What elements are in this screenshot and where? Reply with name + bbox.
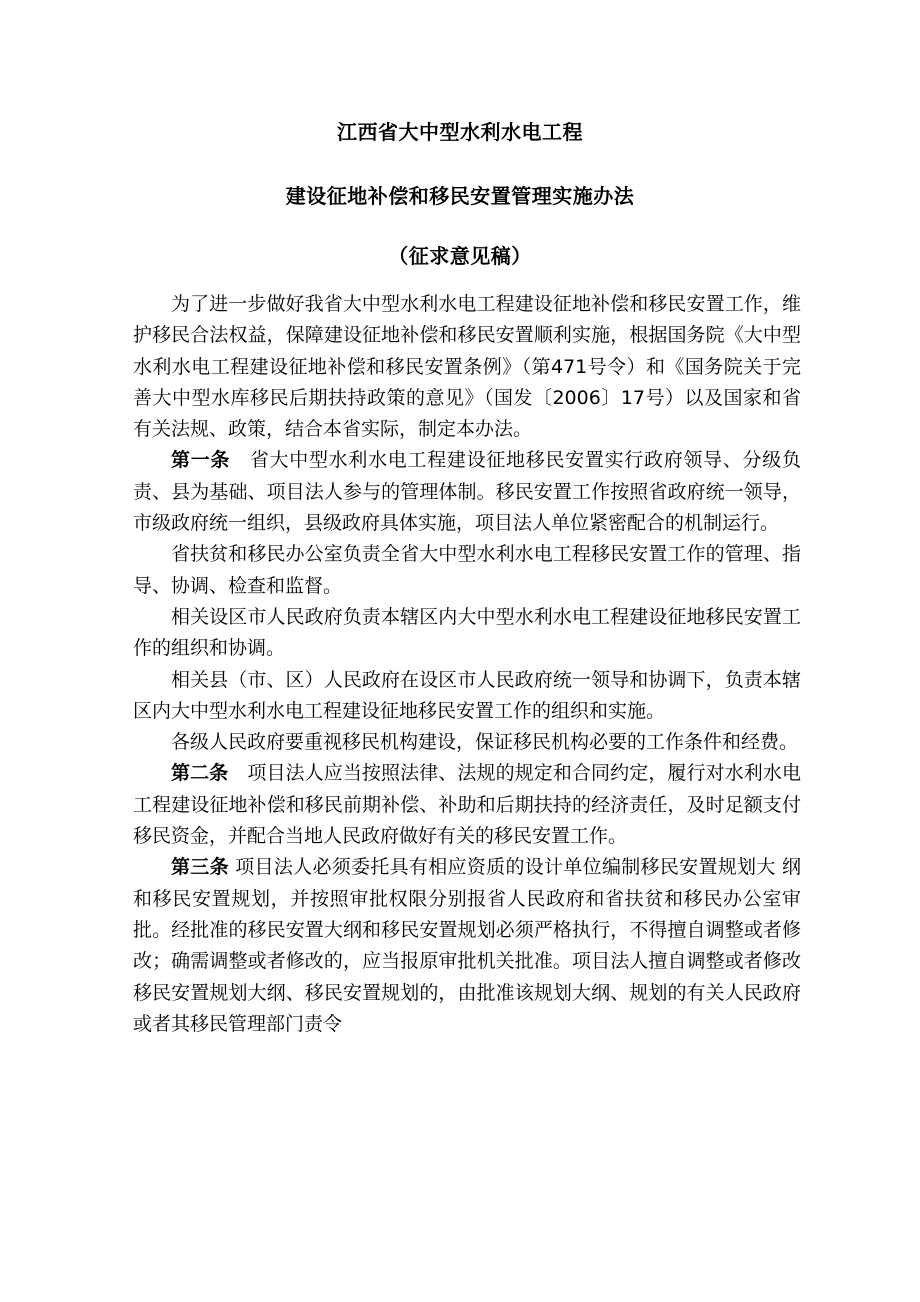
article-2-text: 项目法人应当按照法律、法规的规定和合同约定，履行对水利水电工程建设征地补偿和移民前期补偿、补助和后期扶持的经济责任，及时足额支付移民资金，并配合当地人民政府做好有关的移民安置工作。 [133,762,801,848]
article-2-label: 第二条 [171,762,229,785]
article-1-paragraph [133,445,801,539]
preamble-paragraph: 为了进一步做好我省大中型水利水电工程建设征地补偿和移民安置工作，维护移民合法权益，保障建设征地补偿和移民安置顺利实施，根据国务院《大中型水利水电工程建设征地补偿和移民安置条例》（第471号令）和《国务院关于完善大中型水库移民后期扶持政策的意见》（国发〔2006〕17号）以及国家和省有关法规、政策，结合本省实际，制定本办法。 [133,293,801,441]
article-3-text: 项目法人必须委托具有相应资质的设计单位编制移民安置规划大 纲和移民安置规划，并按照审批权限分别报省人民政府和省扶贫和移民办公室审批。经批准的移民安置大纲和移民安置规划必须严格执行，不得擅自调整或者修改；确需调整或者修改的，应当报原审批机关批准。项目法人擅自调整或者修改移民安置规划大纲、移民安置规划的，由批准该规划大纲、规划的有关人民政府或者其移民管理部门责令 [133,856,801,1035]
article-1-paragraph-2: 省扶贫和移民办公室负责全省大中型水利水电工程移民安置工作的管理、指导、协调、检查和监督。 [133,543,801,597]
title-line-2: 建设征地补偿和移民安置管理实施办法 [285,184,635,208]
title-line-1: 江西省大中型水利水电工程 [337,120,583,144]
article-2-paragraph [133,758,801,852]
document-body [133,289,801,1040]
article-1-paragraph-4: 相关县（市、区）人民政府在设区市人民政府统一领导和协调下，负责本辖区内大中型水利水电工程建设征地移民安置工作的组织和实施。 [133,668,801,722]
article-1-label: 第一条 [171,449,231,472]
title-line-3: （征求意见稿） [388,244,532,268]
article-1-text: 省大中型水利水电工程建设征地移民安置实行政府领导、分级负责、县为基础、项目法人参与的管理体制。移民安置工作按照省政府统一领导，市级政府统一组织，县级政府具体实施，项目法人单位紧密配合的机制运行。 [133,449,801,535]
article-3-paragraph [133,852,801,1040]
article-1-paragraph-5: 各级人民政府要重视移民机构建设，保证移民机构必要的工作条件和经费。 [171,731,799,754]
article-1-paragraph-3: 相关设区市人民政府负责本辖区内大中型水利水电工程建设征地移民安置工作的组织和协调。 [133,605,801,660]
article-3-label: 第三条 [171,856,229,879]
